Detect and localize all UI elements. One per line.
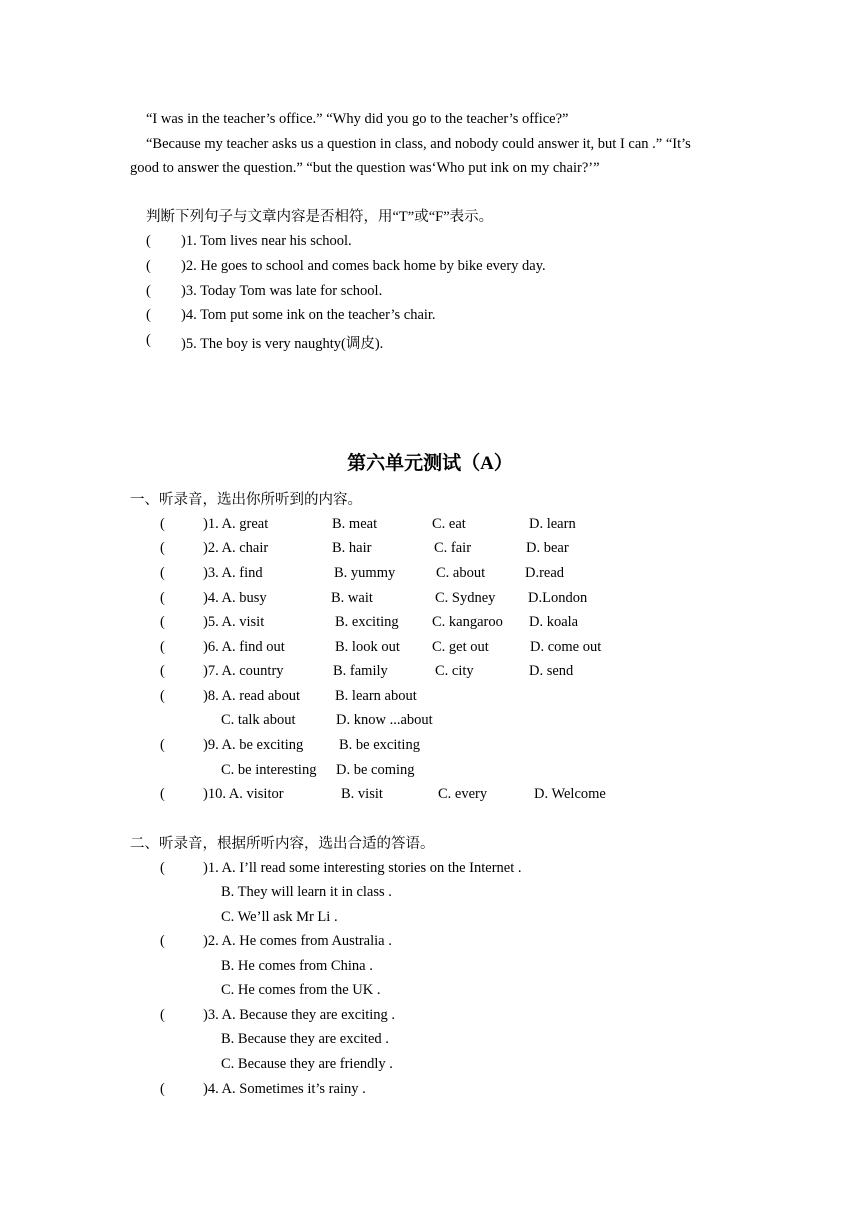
unit-title: 第六单元测试（A）: [347, 453, 513, 474]
option-a: )2. A. He comes from Australia .: [203, 933, 392, 949]
section2-heading: 二、听录音，根据所听内容，选出合适的答语。: [130, 836, 435, 852]
option-d: D. learn: [529, 516, 576, 532]
option-a: )8. A. read about: [203, 688, 301, 704]
option-a: )7. A. country: [203, 663, 284, 679]
option-c: C. talk about: [221, 712, 296, 728]
option-a: )6. A. find out: [203, 639, 285, 655]
option-b: B. wait: [331, 590, 373, 606]
option-b: B. visit: [341, 786, 383, 802]
option-c: C. get out: [432, 639, 489, 655]
option-a: )3. A. Because they are exciting .: [203, 1007, 396, 1023]
answer-paren[interactable]: (: [160, 516, 165, 532]
option-b: B. family: [333, 663, 388, 679]
option-b: B. yummy: [334, 565, 396, 581]
passage-line-2: “Because my teacher asks us a question in class, and nobody could answer it, but I can .” “It’s: [146, 136, 691, 152]
option-b: B. Because they are excited .: [221, 1031, 389, 1047]
option-a: )5. A. visit: [203, 614, 265, 630]
answer-paren[interactable]: (: [160, 933, 165, 949]
option-a: )10. A. visitor: [203, 786, 284, 802]
option-b: B. hair: [332, 540, 372, 556]
option-c: C. eat: [432, 516, 466, 532]
tf-item-text: )3. Today Tom was late for school.: [181, 283, 383, 299]
option-a: )4. A. busy: [203, 590, 267, 606]
option-d: D. be coming: [336, 762, 415, 778]
answer-paren[interactable]: (: [160, 1081, 165, 1097]
option-d: D. come out: [530, 639, 602, 655]
option-d: D. Welcome: [534, 786, 606, 802]
option-c: C. city: [435, 663, 474, 679]
answer-paren[interactable]: (: [160, 786, 165, 802]
option-c: C. He comes from the UK .: [221, 982, 381, 998]
answer-paren[interactable]: (: [146, 233, 151, 249]
option-b: B. meat: [332, 516, 378, 532]
answer-paren[interactable]: (: [160, 565, 165, 581]
answer-paren[interactable]: (: [160, 737, 165, 753]
option-b: B. learn about: [335, 688, 417, 704]
answer-paren[interactable]: (: [160, 590, 165, 606]
option-b: B. They will learn it in class .: [221, 884, 392, 900]
answer-paren[interactable]: (: [146, 307, 151, 323]
passage-line-3: good to answer the question.” “but the question was‘Who put ink on my chair?’”: [130, 160, 600, 176]
answer-paren[interactable]: (: [160, 860, 165, 876]
option-c: C. every: [438, 786, 488, 802]
option-a: )3. A. find: [203, 565, 263, 581]
option-c: C. fair: [434, 540, 472, 556]
section1-heading: 一、听录音，选出你所听到的内容。: [130, 492, 362, 508]
option-a: )1. A. I’ll read some interesting stories on the Internet .: [203, 860, 522, 876]
option-d: D.read: [525, 565, 565, 581]
option-c: C. Because they are friendly .: [221, 1056, 393, 1072]
option-a: )9. A. be exciting: [203, 737, 304, 753]
option-d: D. koala: [529, 614, 579, 630]
answer-paren[interactable]: (: [160, 688, 165, 704]
option-c: C. Sydney: [435, 590, 496, 606]
answer-paren[interactable]: (: [146, 283, 151, 299]
option-c: C. kangaroo: [432, 614, 503, 630]
answer-paren[interactable]: (: [160, 540, 165, 556]
answer-paren[interactable]: (: [146, 332, 151, 348]
passage-line-1: “I was in the teacher’s office.” “Why did you go to the teacher’s office?”: [146, 111, 569, 127]
tf-item-text: )1. Tom lives near his school.: [181, 233, 352, 249]
option-b: B. He comes from China .: [221, 958, 373, 974]
option-d: D. send: [529, 663, 574, 679]
tf-item-text: )4. Tom put some ink on the teacher’s chair.: [181, 307, 436, 323]
option-a: )4. A. Sometimes it’s rainy .: [203, 1081, 366, 1097]
answer-paren[interactable]: (: [160, 1007, 165, 1023]
option-c: C. about: [436, 565, 486, 581]
answer-paren[interactable]: (: [160, 663, 165, 679]
answer-paren[interactable]: (: [160, 614, 165, 630]
option-a: )2. A. chair: [203, 540, 269, 556]
option-b: B. be exciting: [339, 737, 420, 753]
option-b: B. exciting: [335, 614, 399, 630]
tf-instruction: 判断下列句子与文章内容是否相符，用“T”或“F”表示。: [146, 209, 494, 225]
answer-paren[interactable]: (: [146, 258, 151, 274]
tf-item-text: )2. He goes to school and comes back home by bike every day.: [181, 258, 546, 274]
option-d: D. bear: [526, 540, 569, 556]
option-c: C. We’ll ask Mr Li .: [221, 909, 338, 925]
option-a: )1. A. great: [203, 516, 269, 532]
option-d: D.London: [528, 590, 588, 606]
answer-paren[interactable]: (: [160, 639, 165, 655]
option-c: C. be interesting: [221, 762, 317, 778]
option-d: D. know ...about: [336, 712, 433, 728]
tf-item-text: )5. The boy is very naughty(调皮).: [181, 336, 384, 352]
option-b: B. look out: [335, 639, 400, 655]
